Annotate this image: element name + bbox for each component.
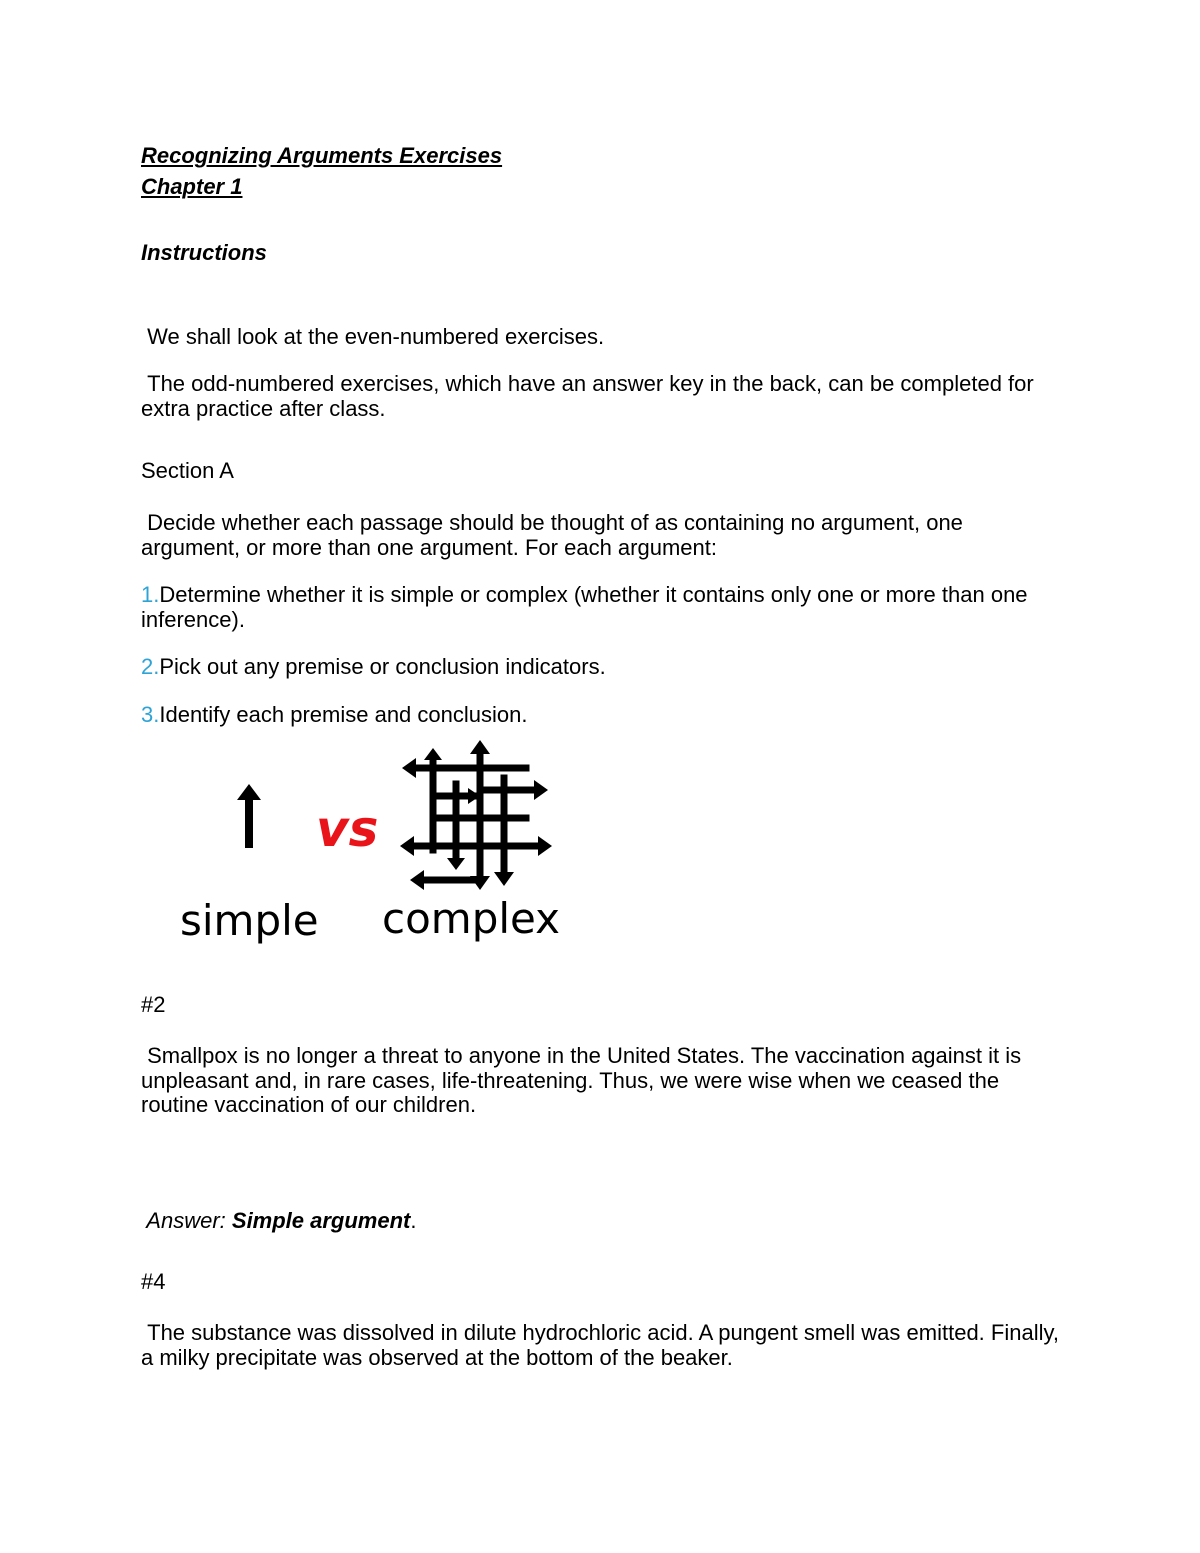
step-item-2 bbox=[141, 655, 1061, 680]
step-number: 3. bbox=[141, 702, 160, 727]
document-title: Recognizing Arguments Exercises bbox=[141, 143, 503, 168]
chapter-heading: Chapter 1 bbox=[141, 174, 243, 199]
simple-vs-complex-graphic bbox=[170, 738, 570, 953]
step-text: Identify each premise and conclusion. bbox=[159, 702, 528, 727]
instructions-heading: Instructions bbox=[141, 240, 267, 265]
exercise-answer-2 bbox=[141, 1208, 417, 1233]
step-number: 1. bbox=[141, 582, 160, 607]
answer-value: Simple argument bbox=[231, 1208, 411, 1233]
step-item-3 bbox=[141, 703, 1061, 728]
tangled-arrows-icon bbox=[400, 738, 560, 898]
exercise-passage-2: Smallpox is no longer a threat to anyone in the United States. The vaccination against it is unpleasant and, in rare cases, life-threatening. Thus, we were wise when we ceased the routine vaccination of our children. bbox=[141, 1043, 1028, 1117]
answer-label: Answer: bbox=[141, 1208, 232, 1233]
section-instructions: Decide whether each passage should be thought of as containing no argument, one argument, or more than one argument. For each argument: bbox=[141, 510, 970, 560]
exercise-passage-4: The substance was dissolved in dilute hydrochloric acid. A pungent smell was emitted. Finally, a milky precipitate was observed at the bottom of the beaker. bbox=[141, 1320, 1066, 1370]
step-item-1 bbox=[141, 583, 1061, 632]
section-heading: Section A bbox=[141, 458, 234, 483]
complex-label: complex bbox=[382, 894, 560, 943]
vs-label: vs bbox=[316, 800, 379, 858]
step-text: Determine whether it is simple or complex (whether it contains only one or more than one inference). bbox=[141, 582, 1028, 632]
step-number: 2. bbox=[141, 654, 160, 679]
intro-paragraph-1: We shall look at the even-numbered exercises. bbox=[141, 324, 605, 349]
intro-paragraph-2: The odd-numbered exercises, which have an answer key in the back, can be completed for extra practice after class. bbox=[141, 371, 1040, 421]
answer-end: . bbox=[410, 1208, 417, 1233]
simple-label: simple bbox=[180, 896, 319, 945]
exercise-number-2: #2 bbox=[141, 992, 166, 1017]
step-text: Pick out any premise or conclusion indicators. bbox=[159, 654, 606, 679]
exercise-number-4: #4 bbox=[141, 1269, 166, 1294]
single-arrow-icon bbox=[234, 784, 264, 850]
